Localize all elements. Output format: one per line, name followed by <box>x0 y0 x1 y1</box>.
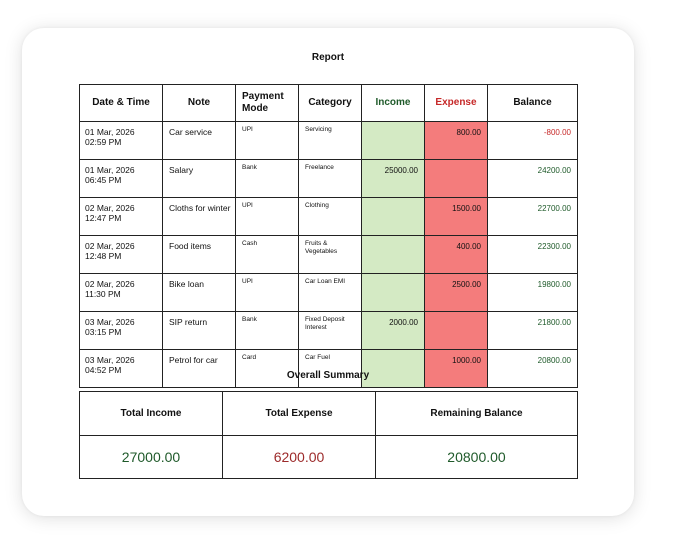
summary-value-row <box>80 436 578 479</box>
remaining-balance-label: Remaining Balance <box>376 392 578 436</box>
cell-date: 02 Mar, 2026 <box>85 203 135 213</box>
cell-payment-mode: Bank <box>236 160 299 198</box>
cell-time: 04:52 PM <box>85 365 122 375</box>
total-expense-value: 6200.00 <box>223 436 376 479</box>
cell-date: 03 Mar, 2026 <box>85 355 135 365</box>
cell-note: Petrol for car <box>163 350 236 388</box>
cell-time: 12:47 PM <box>85 213 122 223</box>
cell-datetime <box>80 198 163 236</box>
header-balance: Balance <box>488 85 578 122</box>
header-datetime: Date & Time <box>80 85 163 122</box>
cell-date: 01 Mar, 2026 <box>85 165 135 175</box>
cell-expense: 800.00 <box>425 122 488 160</box>
header-note: Note <box>163 85 236 122</box>
cell-expense: 1000.00 <box>425 350 488 388</box>
cell-note: Car service <box>163 122 236 160</box>
cell-time: 06:45 PM <box>85 175 122 185</box>
table-row <box>80 122 578 160</box>
summary-header-row <box>80 392 578 436</box>
summary-table <box>79 391 578 479</box>
cell-income: 25000.00 <box>362 160 425 198</box>
cell-note: Cloths for winter <box>163 198 236 236</box>
cell-datetime <box>80 312 163 350</box>
cell-balance: 21800.00 <box>488 312 578 350</box>
cell-payment-mode: UPI <box>236 198 299 236</box>
cell-note: Bike loan <box>163 274 236 312</box>
cell-category: Car Fuel <box>299 350 362 388</box>
cell-category: Freelance <box>299 160 362 198</box>
cell-time: 03:15 PM <box>85 327 122 337</box>
cell-expense <box>425 160 488 198</box>
cell-date: 02 Mar, 2026 <box>85 279 135 289</box>
cell-expense: 1500.00 <box>425 198 488 236</box>
cell-datetime <box>80 236 163 274</box>
cell-income <box>362 274 425 312</box>
cell-date: 01 Mar, 2026 <box>85 127 135 137</box>
cell-datetime <box>80 274 163 312</box>
cell-category: Fixed Deposit Interest <box>299 312 362 350</box>
report-table <box>79 84 578 388</box>
cell-balance: 20800.00 <box>488 350 578 388</box>
cell-note: Food items <box>163 236 236 274</box>
cell-time: 02:59 PM <box>85 137 122 147</box>
table-row <box>80 350 578 388</box>
cell-time: 11:30 PM <box>85 289 121 299</box>
cell-category: Clothing <box>299 198 362 236</box>
cell-expense: 2500.00 <box>425 274 488 312</box>
summary-title: Overall Summary <box>286 370 370 381</box>
cell-time: 12:48 PM <box>85 251 122 261</box>
cell-expense <box>425 312 488 350</box>
report-header-row <box>80 85 578 122</box>
cell-income: 2000.00 <box>362 312 425 350</box>
remaining-balance-value: 20800.00 <box>376 436 578 479</box>
cell-payment-mode: UPI <box>236 274 299 312</box>
table-row <box>80 160 578 198</box>
total-expense-label: Total Expense <box>223 392 376 436</box>
cell-income <box>362 122 425 160</box>
total-income-value: 27000.00 <box>80 436 223 479</box>
cell-payment-mode: UPI <box>236 122 299 160</box>
cell-datetime <box>80 122 163 160</box>
report-card <box>22 28 634 516</box>
cell-datetime <box>80 350 163 388</box>
cell-income <box>362 236 425 274</box>
cell-category: Fruits & Vegetables <box>299 236 362 274</box>
cell-payment-mode: Cash <box>236 236 299 274</box>
table-row <box>80 198 578 236</box>
cell-balance: 24200.00 <box>488 160 578 198</box>
cell-balance: 22300.00 <box>488 236 578 274</box>
header-category: Category <box>299 85 362 122</box>
cell-balance: -800.00 <box>488 122 578 160</box>
report-title: Report <box>311 52 345 63</box>
table-row <box>80 274 578 312</box>
cell-category: Servicing <box>299 122 362 160</box>
header-income: Income <box>362 85 425 122</box>
table-row <box>80 236 578 274</box>
cell-balance: 22700.00 <box>488 198 578 236</box>
cell-income <box>362 350 425 388</box>
header-payment-mode: Payment Mode <box>236 85 299 122</box>
total-income-label: Total Income <box>80 392 223 436</box>
cell-payment-mode: Card <box>236 350 299 388</box>
cell-date: 02 Mar, 2026 <box>85 241 135 251</box>
header-expense: Expense <box>425 85 488 122</box>
table-row <box>80 312 578 350</box>
cell-category: Car Loan EMI <box>299 274 362 312</box>
cell-payment-mode: Bank <box>236 312 299 350</box>
cell-note: Salary <box>163 160 236 198</box>
cell-datetime <box>80 160 163 198</box>
cell-expense: 400.00 <box>425 236 488 274</box>
cell-balance: 19800.00 <box>488 274 578 312</box>
cell-note: SIP return <box>163 312 236 350</box>
cell-income <box>362 198 425 236</box>
cell-date: 03 Mar, 2026 <box>85 317 135 327</box>
